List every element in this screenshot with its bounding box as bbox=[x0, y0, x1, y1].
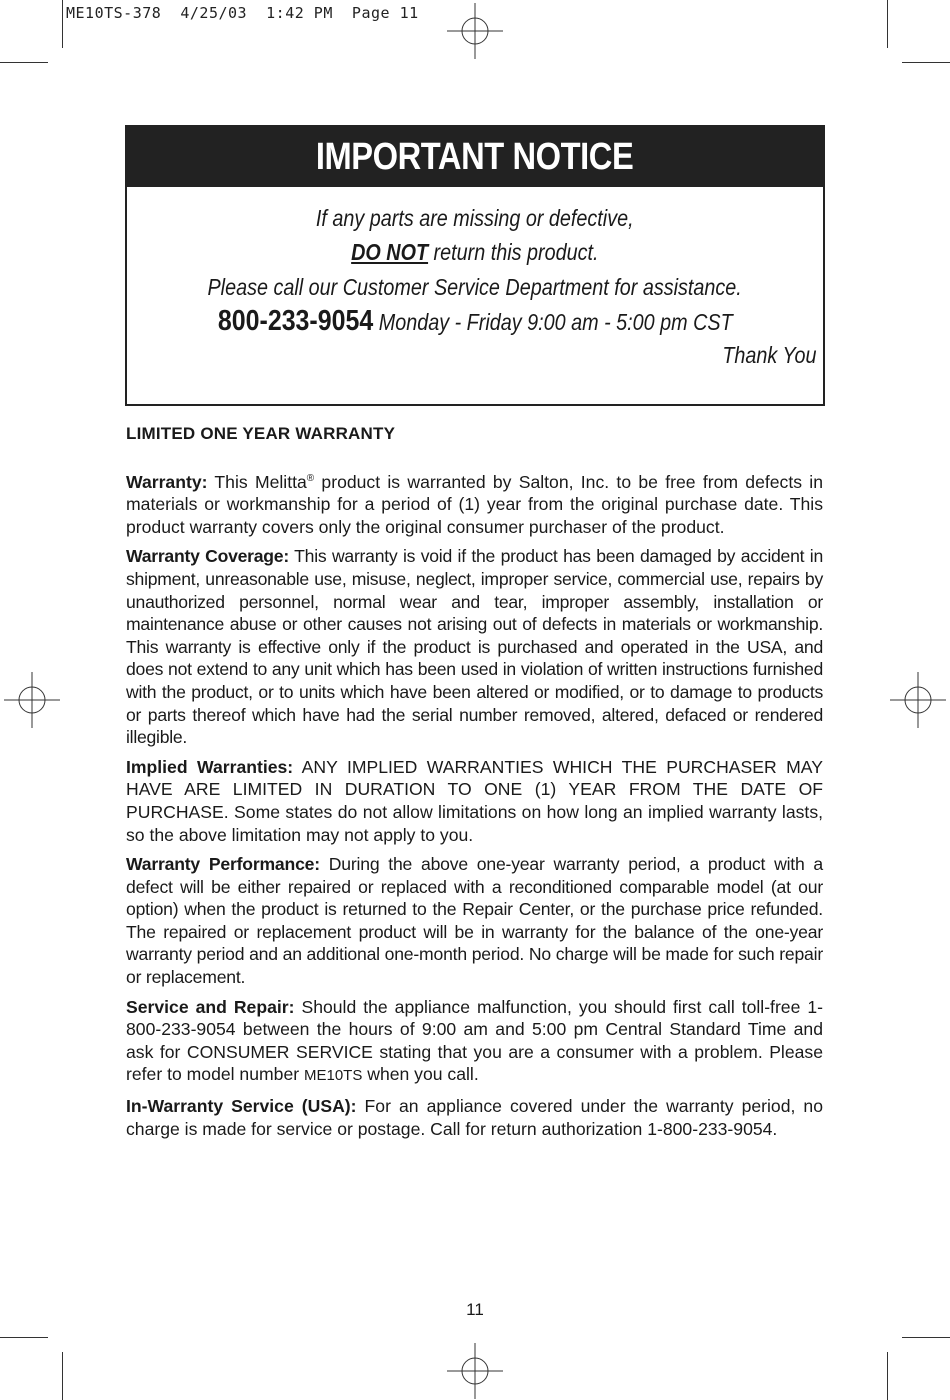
crop-mark bbox=[62, 1352, 63, 1400]
registered-trademark: ® bbox=[306, 472, 315, 484]
warranty-heading: LIMITED ONE YEAR WARRANTY bbox=[126, 424, 396, 443]
warranty-paragraph: Warranty: This Melitta® product is warranted by Salton, Inc. to be free from defects in materials or workmanship for a period of (1) year from the original purchase date. This product warranty covers only the original consumer purchaser of the product. bbox=[126, 471, 823, 537]
phone-number: 800-233-9054 bbox=[217, 305, 373, 337]
print-slug: ME10TS-378 4/25/03 1:42 PM Page 11 bbox=[66, 4, 419, 22]
notice-line: DO NOT return this product. bbox=[351, 239, 599, 265]
registration-mark-icon bbox=[447, 1343, 503, 1399]
notice-line bbox=[127, 342, 817, 369]
warranty-section bbox=[126, 423, 823, 1147]
crop-mark bbox=[62, 0, 63, 48]
page-number: 11 bbox=[466, 1300, 484, 1319]
registration-mark-icon bbox=[4, 672, 60, 728]
warranty-paragraph: Implied Warranties: ANY IMPLIED WARRANTIES WHICH THE PURCHASER MAY HAVE ARE LIMITED IN DURATION TO ONE (1) YEAR FROM THE DATE OF PURCHASE. Some states do not allow limitations on how long an implied warranty lasts, so the above limitation may not apply to you. bbox=[126, 756, 823, 845]
crop-mark bbox=[902, 62, 950, 63]
crop-mark bbox=[887, 1352, 888, 1400]
notice-line: Please call our Customer Service Department for assistance. bbox=[207, 274, 743, 300]
thank-you: Thank You bbox=[722, 342, 817, 368]
crop-mark bbox=[887, 0, 888, 48]
notice-line: If any parts are missing or defective, bbox=[316, 205, 634, 231]
crop-mark bbox=[0, 1337, 48, 1338]
do-not-text: DO NOT bbox=[351, 239, 429, 265]
warranty-paragraph: In-Warranty Service (USA): For an appliance covered under the warranty period, no charge is made for service or postage. Call for return authorization 1-800-233-9054. bbox=[126, 1096, 823, 1139]
warranty-paragraph: Warranty Performance: During the above one-year warranty period, a product with a defect will be either repaired or replaced with a reconditioned comparable model (at our option) when the product is returned to the Repair Center, or the purchase price refunded. The repaired or replacement product will be in warranty for the balance of the one-year warranty period and an additional one-month period. No charge will be made for such repair or replacement. bbox=[126, 854, 824, 988]
crop-mark bbox=[902, 1337, 950, 1338]
service-hours: Monday - Friday 9:00 am - 5:00 pm CST bbox=[372, 309, 733, 335]
warranty-paragraph: Service and Repair: Should the appliance malfunction, you should first call toll-free 1-800-233-9054 between the hours of 9:00 am and 5:00 pm Central Standard Time and ask for CONSUMER SERVICE stating that you are a consumer with a problem. Please refer to model number ME10TS when you call. bbox=[126, 996, 823, 1085]
crop-mark bbox=[0, 62, 48, 63]
notice-title: IMPORTANT NOTICE bbox=[316, 135, 634, 178]
important-notice-box bbox=[125, 125, 825, 406]
notice-header bbox=[127, 127, 823, 187]
notice-line bbox=[127, 305, 823, 338]
warranty-paragraph: Warranty Coverage: This warranty is void if the product has been damaged by accident in shipment, unreasonable use, misuse, neglect, improper service, commercial use, repairs by unauthorized personnel, normal wear and tear, improper assembly, installation or maintenance abuse or other causes not arising out of defects in materials or workmanship. This warranty is effective only if the product is purchased and operated in the USA, and does not extend to any unit which has been used in violation of written instructions furnished with the product, or to units which have been altered or modified, or to damage to products or parts thereof which have had the serial number removed, altered, defaced or rendered illegible. bbox=[126, 546, 823, 748]
model-number: ME10TS bbox=[303, 1067, 363, 1085]
notice-body bbox=[127, 187, 823, 404]
registration-mark-icon bbox=[890, 672, 946, 728]
registration-mark-icon bbox=[447, 3, 503, 59]
